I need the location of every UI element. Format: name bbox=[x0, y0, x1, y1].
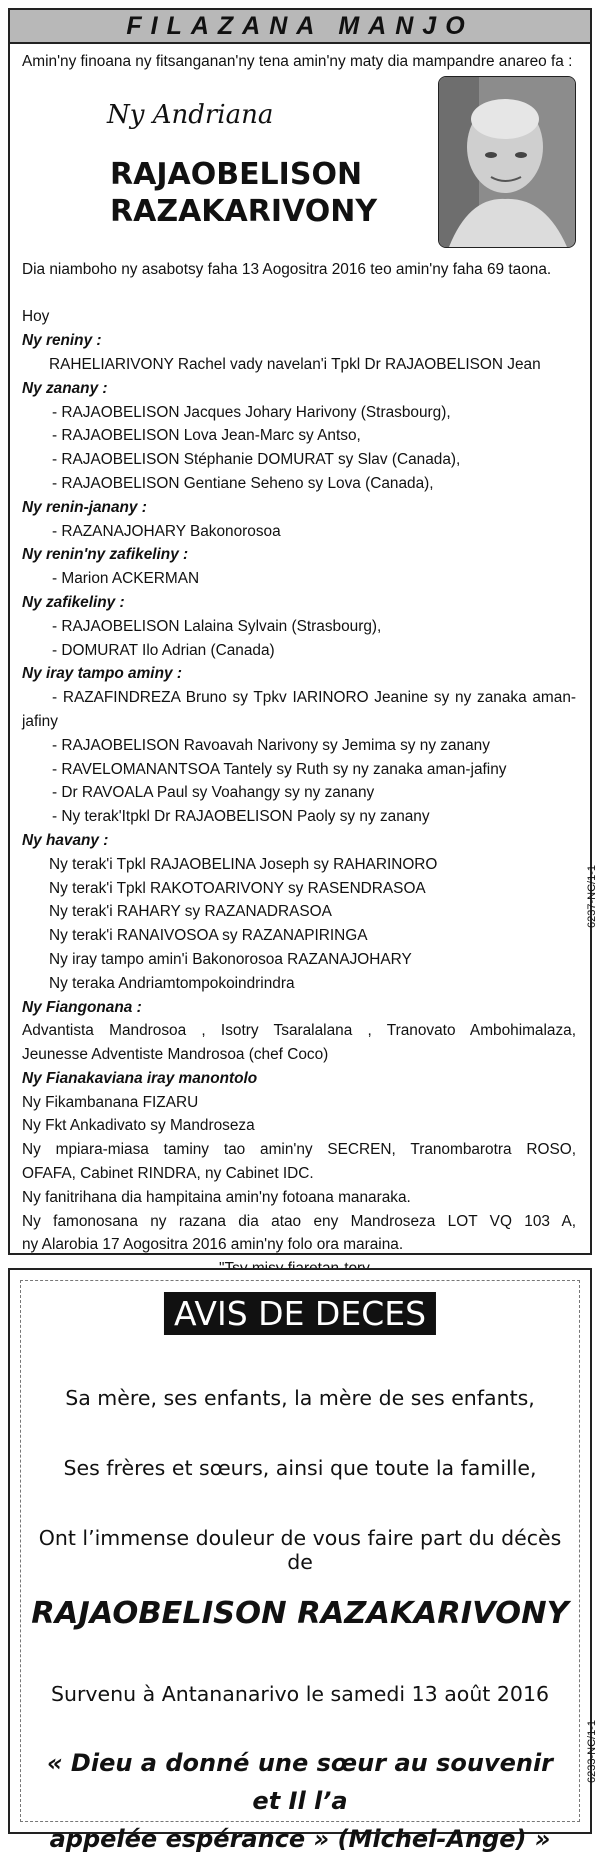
date-line: Survenu à Antananarivo le samedi 13 août 2016 bbox=[50, 1682, 550, 1706]
deceased-header bbox=[22, 74, 576, 258]
list-item: - Ny terak'Itpkl Dr RAJAOBELISON Paoly sy ny zanany bbox=[52, 808, 430, 826]
mpiara-text: Ny mpiara-miasa taminy tao amin'ny SECREN, Tranombarotra ROSO, bbox=[22, 1141, 576, 1159]
obituary-notice-malagasy bbox=[8, 8, 598, 1255]
obituary-notice-french bbox=[8, 1268, 598, 1853]
honorific: Ny Andriana bbox=[107, 99, 274, 130]
section-heading-renin-zafikeliny: Ny renin'ny zafikeliny : bbox=[22, 546, 189, 564]
fiangonana-text: Advantista Mandrosoa , Isotry Tsaralalana , Tranovato Ambohimalaza, bbox=[22, 1022, 576, 1040]
announce-line-3: Ont l’immense douleur de vous faire part du décès de bbox=[38, 1526, 562, 1574]
closing-quote-french bbox=[30, 1744, 570, 1858]
list-item: Ny terak'i Tpkl RAJAOBELINA Joseph sy RAHARINORO bbox=[49, 855, 438, 873]
section-heading-havany: Ny havany : bbox=[22, 831, 109, 849]
list-item-continuation: jafiny bbox=[22, 712, 58, 730]
deceased-name-line1: RAJAOBELISON bbox=[110, 156, 363, 192]
deceased-photo bbox=[438, 76, 576, 248]
list-item: - RAJAOBELISON Jacques Johary Harivony (Strasbourg), bbox=[52, 403, 451, 421]
list-item: - RAJAOBELISON Lalaina Sylvain (Strasbourg), bbox=[52, 617, 382, 635]
list-item: Ny terak'i Tpkl RAKOTOARIVONY sy RASENDRASOA bbox=[49, 879, 426, 897]
quote-line-2: appelée espérance » (Michel-Ange) » bbox=[49, 1825, 551, 1853]
announce-line-2: Ses frères et sœurs, ainsi que toute la famille, bbox=[63, 1456, 537, 1480]
list-item: Ny Fikambanana FIZARU bbox=[22, 1093, 199, 1111]
section-heading-zanany: Ny zanany : bbox=[22, 379, 108, 397]
famonosana-text: ny Alarobia 17 Aogositra 2016 amin'ny folo ora maraina. bbox=[22, 1236, 404, 1254]
section-heading-zafikeliny: Ny zafikeliny : bbox=[22, 593, 125, 611]
list-item: - RAVELOMANANTSOA Tantely sy Ruth sy ny zanaka aman-jafiny bbox=[52, 760, 507, 778]
deceased-name bbox=[110, 156, 377, 230]
intro-text: Amin'ny finoana ny fitsanganan'ny tena amin'ny maty dia mampandre anareo fa : bbox=[22, 53, 573, 70]
list-item: Ny iray tampo amin'i Bakonorosoa RAZANAJOHARY bbox=[49, 950, 412, 968]
avis-title: AVIS DE DECES bbox=[164, 1292, 436, 1335]
list-item: Ny terak'i RAHARY sy RAZANADRASOA bbox=[49, 903, 332, 921]
hoy-label: Hoy bbox=[22, 308, 50, 326]
list-item: - Dr RAVOALA Paul sy Voahangy sy ny zanany bbox=[52, 784, 375, 802]
list-item: - RAJAOBELISON Gentiane Seheno sy Lova (Canada), bbox=[52, 474, 434, 492]
reference-code: 6233-NC/1-1 bbox=[586, 1720, 598, 1783]
deceased-name-line2: RAZAKARIVONY bbox=[110, 193, 378, 229]
list-item: RAHELIARIVONY Rachel vady navelan'i Tpkl Dr RAJAOBELISON Jean bbox=[49, 355, 541, 373]
notice-body bbox=[10, 44, 590, 1281]
list-item: - RAZAFINDREZA Bruno sy Tpkv IARINORO Jeanine sy ny zanaka aman- bbox=[52, 689, 576, 707]
list-item: - RAJAOBELISON Lova Jean-Marc sy Antso, bbox=[52, 427, 361, 445]
announce-line-1: Sa mère, ses enfants, la mère de ses enfants, bbox=[65, 1386, 535, 1410]
quote-line-1: « Dieu a donné une sœur au souvenir et Il l’a bbox=[46, 1749, 554, 1815]
mpiara-text: OFAFA, Cabinet RINDRA, ny Cabinet IDC. bbox=[22, 1165, 314, 1183]
section-heading-reniny: Ny reniny : bbox=[22, 332, 102, 350]
notice-banner: FILAZANA MANJO bbox=[10, 10, 590, 44]
famonosana-text: Ny famonosana ny razana dia atao eny Mandroseza LOT VQ 103 A, bbox=[22, 1212, 576, 1230]
list-item: - RAJAOBELISON Stéphanie DOMURAT sy Slav (Canada), bbox=[52, 451, 461, 469]
list-item: - RAZANAJOHARY Bakonorosoa bbox=[52, 522, 281, 540]
section-heading-fianakaviana: Ny Fianakaviana iray manontolo bbox=[22, 1069, 258, 1087]
list-item: Ny Fkt Ankadivato sy Mandroseza bbox=[22, 1117, 255, 1135]
list-item: - RAJAOBELISON Ravoavah Narivony sy Jemima sy ny zanany bbox=[52, 736, 490, 754]
fanitrihana-text: Ny fanitrihana dia hampitaina amin'ny fotoana manaraka. bbox=[22, 1188, 411, 1206]
death-statement: Dia niamboho ny asabotsy faha 13 Aogositra 2016 teo amin'ny faha 69 taona. bbox=[22, 260, 552, 278]
reference-code: 6237-NC/1-1 bbox=[586, 865, 598, 928]
list-item: Ny teraka Andriamtompokoindrindra bbox=[49, 974, 295, 992]
section-heading-renin-janany: Ny renin-janany : bbox=[22, 498, 147, 516]
section-heading-fiangonana: Ny Fiangonana : bbox=[22, 998, 142, 1016]
list-item: - DOMURAT Ilo Adrian (Canada) bbox=[52, 641, 275, 659]
list-item: - Marion ACKERMAN bbox=[52, 570, 200, 588]
list-item: Ny terak'i RANAIVOSOA sy RAZANAPIRINGA bbox=[49, 927, 368, 945]
fiangonana-text: Jeunesse Adventiste Mandrosoa (chef Coco) bbox=[22, 1046, 329, 1064]
deceased-name-french: RAJAOBELISON RAZAKARIVONY bbox=[31, 1596, 569, 1631]
section-heading-iray-tampo: Ny iray tampo aminy : bbox=[22, 665, 182, 683]
